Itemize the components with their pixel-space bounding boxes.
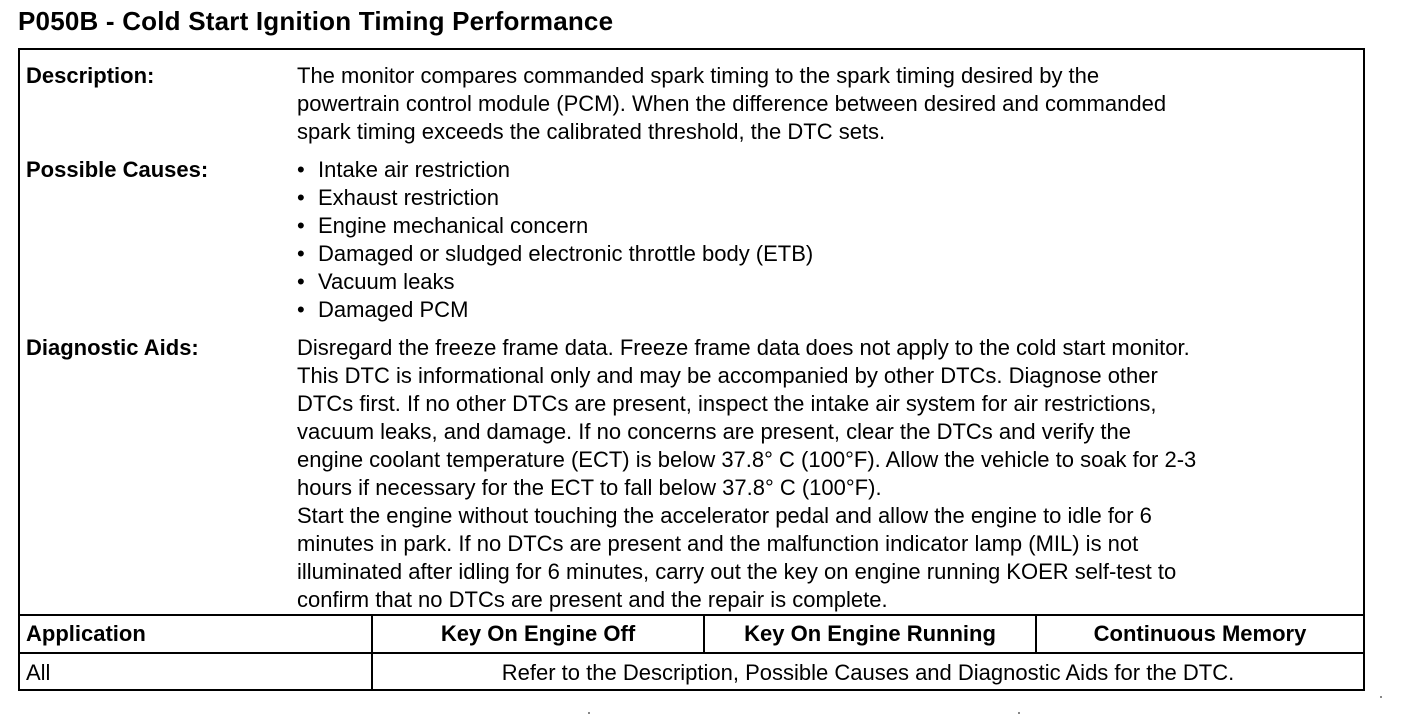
scan-speck bbox=[1018, 712, 1020, 714]
diagnostic-aids-line: This DTC is informational only and may be accompanied by other DTCs. Diagnose other bbox=[297, 363, 1158, 388]
description-line: powertrain control module (PCM). When the difference between desired and commanded bbox=[297, 91, 1167, 116]
application-value: All bbox=[20, 653, 372, 691]
cause-item bbox=[297, 296, 1359, 324]
diagnostic-aids-line: DTCs first. If no other DTCs are present, inspect the intake air system for air restrictions, bbox=[297, 391, 1157, 416]
diagnostic-aids-line: Start the engine without touching the accelerator pedal and allow the engine to idle for 6 bbox=[297, 503, 1152, 528]
document-title: P050B - Cold Start Ignition Timing Performance bbox=[18, 6, 614, 36]
possible-causes-label: Possible Causes: bbox=[26, 157, 209, 182]
cause-item-text: Damaged or sludged electronic throttle body (ETB) bbox=[318, 241, 814, 266]
application-header-row bbox=[20, 615, 1363, 653]
header-continuous-memory: Continuous Memory bbox=[1036, 615, 1363, 653]
diagnostic-aids-text bbox=[297, 334, 1359, 614]
application-row bbox=[20, 653, 1363, 691]
diagnostic-aids-label: Diagnostic Aids: bbox=[26, 335, 199, 360]
bullet-icon: • bbox=[297, 297, 305, 322]
bullet-icon: • bbox=[297, 157, 305, 182]
diagnostic-aids-line: hours if necessary for the ECT to fall below 37.8° C (100°F). bbox=[297, 475, 882, 500]
description-label: Description: bbox=[26, 63, 155, 88]
description-text bbox=[297, 62, 1359, 146]
possible-causes-list bbox=[297, 156, 1359, 324]
cause-item bbox=[297, 240, 1359, 268]
diagnostic-aids-line: confirm that no DTCs are present and the repair is complete. bbox=[297, 587, 888, 612]
diagnostic-aids-line: engine coolant temperature (ECT) is below 37.8° C (100°F). Allow the vehicle to soak for 2-3 bbox=[297, 447, 1197, 472]
diagnostic-aids-line: minutes in park. If no DTCs are present and the malfunction indicator lamp (MIL) is not bbox=[297, 531, 1139, 556]
cause-item-text: Damaged PCM bbox=[318, 297, 469, 322]
dtc-info-box bbox=[18, 48, 1365, 691]
diagnostic-aids-line: Disregard the freeze frame data. Freeze frame data does not apply to the cold start monitor. bbox=[297, 335, 1190, 360]
diagnostic-aids-line: vacuum leaks, and damage. If no concerns are present, clear the DTCs and verify the bbox=[297, 419, 1131, 444]
header-key-on-engine-running: Key On Engine Running bbox=[704, 615, 1036, 653]
bullet-icon: • bbox=[297, 269, 305, 294]
description-line: spark timing exceeds the calibrated threshold, the DTC sets. bbox=[297, 119, 886, 144]
bullet-icon: • bbox=[297, 241, 305, 266]
cause-item-text: Vacuum leaks bbox=[318, 269, 455, 294]
bullet-icon: • bbox=[297, 185, 305, 210]
possible-causes-body bbox=[297, 156, 1359, 324]
cause-item bbox=[297, 212, 1359, 240]
description-line: The monitor compares commanded spark timing to the spark timing desired by the bbox=[297, 63, 1100, 88]
application-note: Refer to the Description, Possible Causes and Diagnostic Aids for the DTC. bbox=[372, 653, 1363, 691]
cause-item-text: Exhaust restriction bbox=[318, 185, 499, 210]
scan-speck bbox=[588, 712, 590, 714]
header-application: Application bbox=[20, 615, 372, 653]
cause-item-text: Engine mechanical concern bbox=[318, 213, 589, 238]
header-key-on-engine-off: Key On Engine Off bbox=[372, 615, 704, 653]
cause-item bbox=[297, 184, 1359, 212]
scan-speck bbox=[1380, 696, 1382, 698]
cause-item bbox=[297, 268, 1359, 296]
cause-item bbox=[297, 156, 1359, 184]
bullet-icon: • bbox=[297, 213, 305, 238]
application-table bbox=[20, 614, 1363, 691]
diagnostic-aids-line: illuminated after idling for 6 minutes, carry out the key on engine running KOER self-test to bbox=[297, 559, 1177, 584]
cause-item-text: Intake air restriction bbox=[318, 157, 510, 182]
